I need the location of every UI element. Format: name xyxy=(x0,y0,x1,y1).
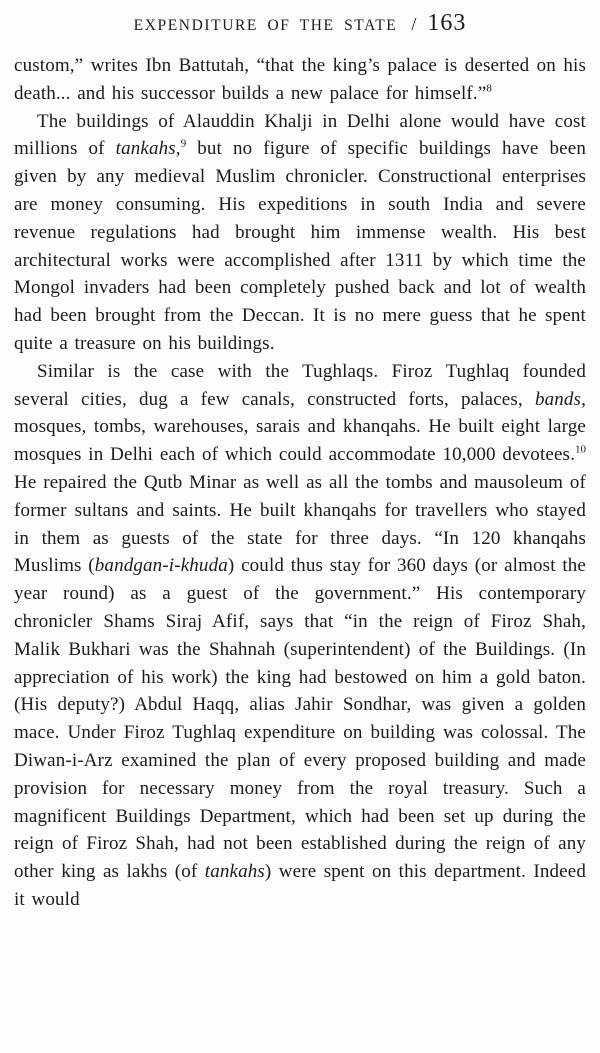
text-segment: bands xyxy=(534,388,582,410)
text-segment: The buildings of Alauddin Khalji in Delhi alone would have cost millions of xyxy=(14,110,586,160)
footnote-reference: 10 xyxy=(575,443,586,456)
page-body xyxy=(14,52,586,914)
footnote-reference: 8 xyxy=(486,82,492,95)
text-segment: , xyxy=(175,138,181,160)
paragraph xyxy=(14,358,586,914)
text-segment: bandgan-i-khuda xyxy=(94,555,228,577)
text-segment: tankahs xyxy=(204,861,265,883)
text-segment: custom,” writes Ibn Battutah, “that the king’s palace is deserted on his death... and his successor builds a new palace for himself.” xyxy=(14,55,586,104)
running-head-title: EXPENDITURE OF THE STATE xyxy=(133,17,398,34)
text-segment: He repaired the Qutb Minar as well as all the tombs and mausoleum of former sultans and saints. He built khanqahs for travellers who stayed in them as guests of the state for three days. “In 120 khanqahs Muslims ( xyxy=(14,471,586,577)
text-segment: , mosques, tombs, warehouses, sarais and khanqahs. He built eight large mosques in Delhi each of which could accommodate 10,000 devotees. xyxy=(14,388,586,466)
paragraph xyxy=(14,108,586,358)
text-segment: tankahs xyxy=(115,138,176,160)
page-number: 163 xyxy=(427,10,467,36)
paragraph xyxy=(14,52,586,108)
running-head-separator: / xyxy=(411,14,417,34)
text-segment: but no figure of specific buildings have been given by any medieval Muslim chronicler. Constructional enterprises are money consuming. His expeditions in south India and severe revenue regulations had brought him immense wealth. His best architectural works were accomplished after 1311 by which time the Mongol invaders had been completely pushed back and lot of wealth had been brought from the Deccan. It is no mere guess that he spent quite a treasure on his buildings. xyxy=(14,138,586,354)
text-segment: Similar is the case with the Tughlaqs. Firoz Tughlaq founded several cities, dug a few canals, constructed forts, palaces, xyxy=(14,360,586,410)
running-header xyxy=(14,10,586,37)
text-segment: ) could thus stay for 360 days (or almost the year round) as a guest of the government.” His contemporary chronicler Shams Siraj Afif, says that “in the reign of Firoz Shah, Malik Bukhari was the Shahnah (superintendent) of the Buildings. (In appreciation of his work) the king had bestowed on him a gold baton. (His deputy?) Abdul Haqq, alias Jahir Sondhar, was given a golden mace. Under Firoz Tughlaq expenditure on building was colossal. The Diwan-i-Arz examined the plan of every proposed building and made provision for necessary money from the royal treasury. Such a magnificent Buildings Department, which had been set up during the reign of Firoz Shah, had not been established during the reign of any other king as lakhs (of xyxy=(14,555,587,883)
footnote-reference: 9 xyxy=(180,138,187,151)
text-segment: ) were spent on this department. Indeed it would xyxy=(14,861,586,910)
